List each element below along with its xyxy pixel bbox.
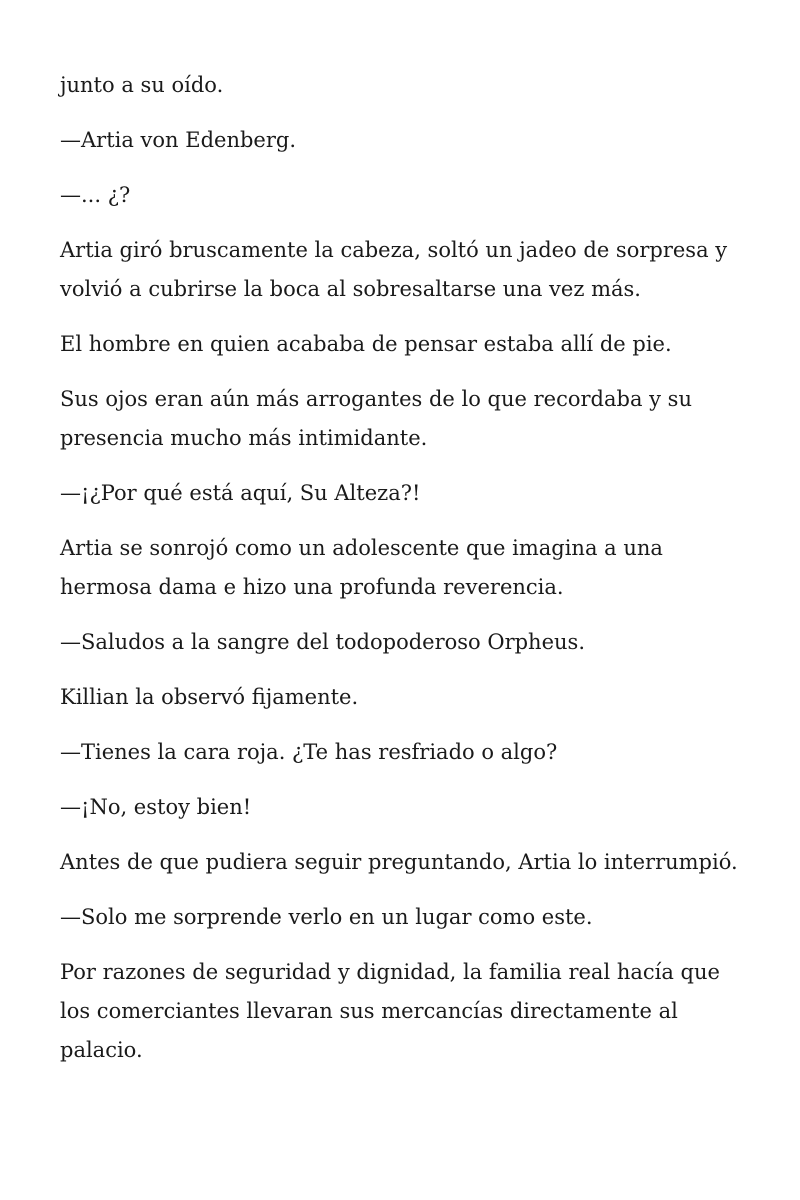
- paragraph: Sus ojos eran aún más arrogantes de lo que recordaba y su presencia mucho más intimidante.: [60, 387, 692, 450]
- paragraph: Killian la observó fijamente.: [60, 685, 359, 709]
- paragraph: —... ¿?: [60, 183, 131, 207]
- paragraph: —Tienes la cara roja. ¿Te has resfriado o algo?: [60, 740, 558, 764]
- paragraph: —Saludos a la sangre del todopoderoso Orpheus.: [60, 630, 585, 654]
- paragraph: Artia se sonrojó como un adolescente que imagina a una hermosa dama e hizo una profunda reverencia.: [60, 536, 663, 599]
- paragraph: Antes de que pudiera seguir preguntando, Artia lo interrumpió.: [60, 850, 738, 874]
- paragraph: —Artia von Edenberg.: [60, 128, 297, 152]
- paragraph: Artia giró bruscamente la cabeza, soltó un jadeo de sorpresa y volvió a cubrirse la boca al sobresaltarse una vez más.: [60, 238, 728, 301]
- paragraph: —¡No, estoy bien!: [60, 795, 252, 819]
- paragraph: Por razones de seguridad y dignidad, la familia real hacía que los comerciantes llevaran sus mercancías directamente al palacio.: [60, 960, 720, 1062]
- text-page: [60, 66, 750, 1086]
- paragraph: junto a su oído.: [60, 73, 224, 97]
- paragraph: El hombre en quien acababa de pensar estaba allí de pie.: [60, 332, 672, 356]
- paragraph: —Solo me sorprende verlo en un lugar como este.: [60, 905, 593, 929]
- paragraph: —¡¿Por qué está aquí, Su Alteza?!: [60, 481, 421, 505]
